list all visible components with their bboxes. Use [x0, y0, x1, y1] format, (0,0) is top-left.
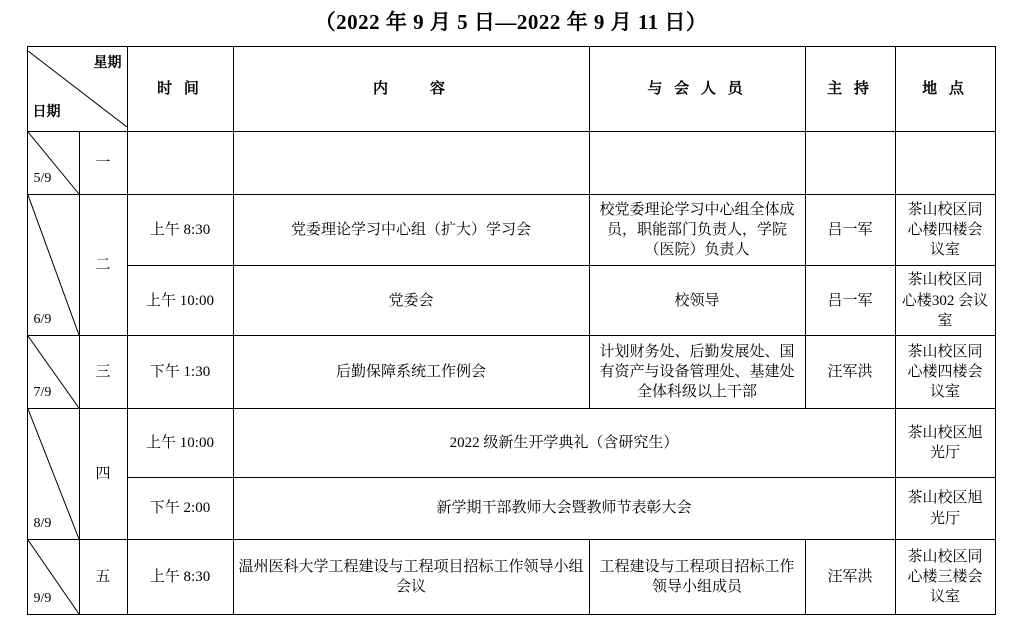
place-cell: 茶山校区旭光厅	[895, 409, 995, 478]
table-row	[27, 540, 995, 615]
host-cell: 汪军洪	[805, 336, 895, 409]
content-cell: 党委会	[233, 266, 589, 336]
content-cell: 党委理论学习中心组（扩大）学习会	[233, 195, 589, 266]
time-cell: 下午 2:00	[127, 478, 233, 540]
content-cell: 后勤保障系统工作例会	[233, 336, 589, 409]
time-cell: 上午 8:30	[127, 540, 233, 615]
place-cell	[895, 132, 995, 195]
people-cell: 校党委理论学习中心组全体成员，职能部门负责人，学院（医院）负责人	[589, 195, 805, 266]
table-row	[27, 266, 995, 336]
table-row	[27, 336, 995, 409]
date-label: 5/9	[33, 171, 52, 187]
place-cell: 茶山校区同心楼三楼会议室	[895, 540, 995, 615]
time-cell: 下午 1:30	[127, 336, 233, 409]
header-time: 时 间	[127, 47, 233, 132]
date-cell	[27, 336, 79, 409]
header-content: 内 容	[233, 47, 589, 132]
place-cell: 茶山校区同心楼四楼会议室	[895, 336, 995, 409]
header-people: 与 会 人 员	[589, 47, 805, 132]
table-row	[27, 132, 995, 195]
host-cell	[805, 132, 895, 195]
people-cell: 校领导	[589, 266, 805, 336]
header-host: 主 持	[805, 47, 895, 132]
time-cell	[127, 132, 233, 195]
host-cell: 吕一军	[805, 195, 895, 266]
date-cell	[27, 540, 79, 615]
date-label: 8/9	[33, 516, 52, 532]
place-cell: 茶山校区同心楼四楼会议室	[895, 195, 995, 266]
time-cell: 上午 10:00	[127, 409, 233, 478]
weekday-cell: 五	[79, 540, 127, 615]
people-cell: 工程建设与工程项目招标工作领导小组成员	[589, 540, 805, 615]
host-cell: 吕一军	[805, 266, 895, 336]
date-cell	[27, 409, 79, 540]
date-label: 9/9	[33, 591, 52, 607]
people-cell	[589, 132, 805, 195]
place-cell: 茶山校区同心楼302 会议室	[895, 266, 995, 336]
weekday-cell: 一	[79, 132, 127, 195]
content-cell: 温州医科大学工程建设与工程项目招标工作领导小组会议	[233, 540, 589, 615]
weekly-schedule-table	[27, 46, 996, 615]
date-label: 7/9	[33, 385, 52, 401]
weekday-cell: 四	[79, 409, 127, 540]
header-place: 地 点	[895, 47, 995, 132]
date-cell	[27, 195, 79, 336]
date-cell	[27, 132, 79, 195]
table-row	[27, 409, 995, 478]
people-cell: 计划财务处、后勤发展处、国有资产与设备管理处、基建处全体科级以上干部	[589, 336, 805, 409]
page-title: （2022 年 9 月 5 日—2022 年 9 月 11 日）	[314, 10, 708, 34]
weekday-cell: 二	[79, 195, 127, 336]
table-row	[27, 478, 995, 540]
content-cell: 2022 级新生开学典礼（含研究生）	[233, 409, 895, 478]
time-cell: 上午 8:30	[127, 195, 233, 266]
content-cell	[233, 132, 589, 195]
table-row	[27, 195, 995, 266]
host-cell: 汪军洪	[805, 540, 895, 615]
date-label: 6/9	[33, 312, 52, 328]
time-cell: 上午 10:00	[127, 266, 233, 336]
table-header-row	[27, 47, 995, 132]
weekday-cell: 三	[79, 336, 127, 409]
header-date-weekday-cell	[27, 47, 127, 132]
header-weekday-label: 星期	[93, 56, 122, 71]
header-date-label: 日期	[32, 105, 61, 121]
content-cell: 新学期干部教师大会暨教师节表彰大会	[233, 478, 895, 540]
place-cell: 茶山校区旭光厅	[895, 478, 995, 540]
